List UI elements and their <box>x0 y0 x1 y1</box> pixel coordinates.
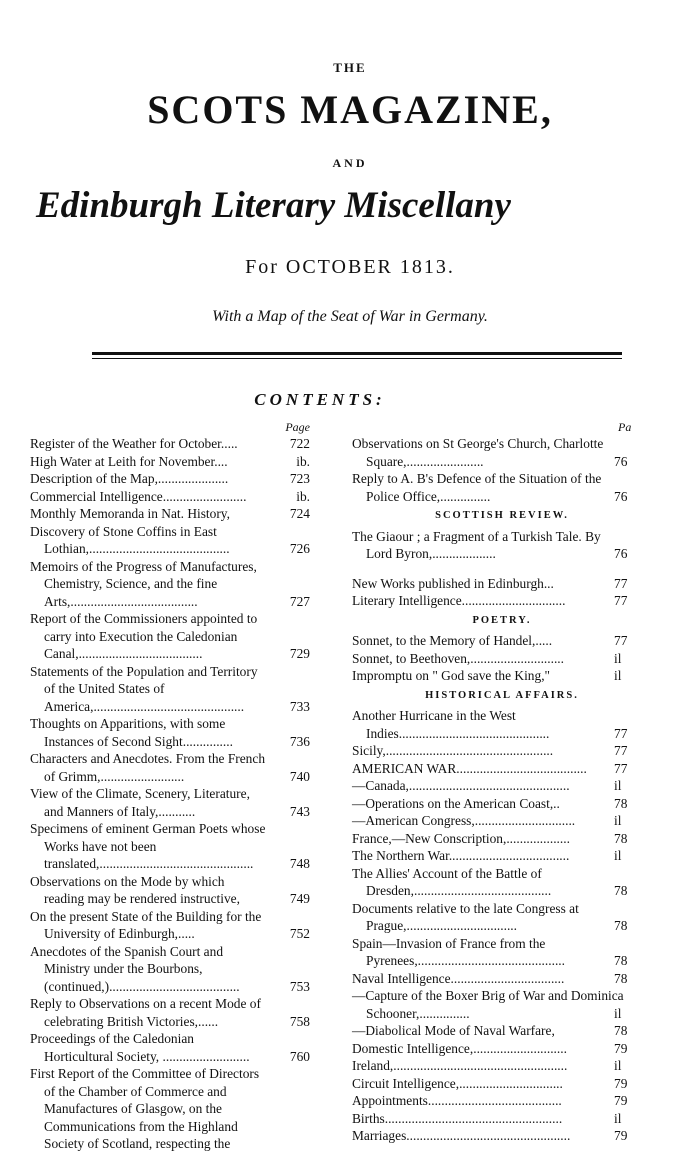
entry-title: High Water at Leith for November.... <box>30 453 228 469</box>
contents-entry <box>30 1065 310 1153</box>
entry-title: Register of the Weather for October..... <box>30 436 238 451</box>
contents-entry <box>352 795 652 813</box>
entry-title: Reply to Observations on a recent Mode of celebrating British Victories,...... <box>30 996 261 1029</box>
entry-title: Observations on St George's Church, Charlotte Square,....................... <box>352 436 604 469</box>
entry-page-number: 749 <box>289 891 310 906</box>
entry-page-number: 740 <box>289 768 310 784</box>
entry-title: Circuit Intelligence,............................... <box>352 1075 563 1091</box>
entry-title: Discovery of Stone Coffins in East Lothian,.......................................... <box>30 523 230 556</box>
contents-entry <box>352 900 652 935</box>
contents-entry <box>30 715 310 750</box>
entry-page-number: 77 <box>614 760 628 776</box>
contents-entry <box>352 847 652 865</box>
entry-page-number: 760 <box>289 1048 310 1064</box>
entry-page-number: 76 <box>614 453 628 469</box>
entry-page-number: 758 <box>289 1013 310 1029</box>
contents-entry <box>352 592 652 610</box>
contents-entry <box>30 523 310 558</box>
contents-entry <box>30 558 310 611</box>
entry-title: Thoughts on Apparitions, with some Instances of Second Sight............... <box>30 716 233 749</box>
entry-title: Anecdotes of the Spanish Court and Ministry under the Bourbons, (continued,)....................................... <box>30 943 240 994</box>
entry-title: Report of the Commissioners appointed to carry into Execution the Caledonian Canal,..................................... <box>30 611 258 661</box>
entry-page-number: il <box>614 813 622 828</box>
entry-page-number: 722 <box>289 436 310 451</box>
page-label-left: Page <box>285 420 310 434</box>
entry-page-number: 77 <box>614 593 628 608</box>
entry-page-number: il <box>614 650 622 666</box>
contents-entry <box>352 987 652 1022</box>
contents-entry <box>352 1127 652 1145</box>
entry-page-number: 79 <box>614 1093 628 1108</box>
contents-entry <box>352 1092 652 1110</box>
entry-title: Specimens of eminent German Poets whose Works have not been translated,.............................................. <box>30 821 266 871</box>
entry-title: The Northern War.................................... <box>352 848 570 863</box>
entry-page-number: 77 <box>614 743 628 758</box>
miscellany-title: Edinburgh Literary Miscellany <box>36 185 511 226</box>
contents-entry <box>30 943 310 996</box>
contents-entry <box>30 453 310 471</box>
entry-title: Characters and Anecdotes. From the French of Grimm,......................... <box>30 751 266 784</box>
contents-entry <box>30 873 310 908</box>
entry-page-number: il <box>614 848 622 863</box>
contents-heading: CONTENTS: <box>254 390 386 409</box>
entry-title: Reply to A. B's Defence of the Situation of the Police Office,............... <box>352 471 602 504</box>
contents-entry <box>352 1057 652 1075</box>
contents-entry <box>30 785 310 820</box>
entry-page-number: 78 <box>614 918 628 933</box>
entry-page-number: 752 <box>289 926 310 941</box>
entry-title: Commercial Intelligence......................... <box>30 488 247 504</box>
entry-title: —American Congress,.............................. <box>352 813 576 828</box>
entry-title: Sonnet, to the Memory of Handel,..... <box>352 633 553 648</box>
contents-entry <box>30 435 310 453</box>
contents-entry <box>30 908 310 943</box>
double-rule-thick <box>92 352 622 355</box>
entry-page-number: 77 <box>614 575 628 591</box>
map-note: With a Map of the Seat of War in Germany. <box>212 308 488 325</box>
contents-entry <box>30 1030 310 1065</box>
entry-page-number: 727 <box>289 593 310 609</box>
contents-left-column <box>30 435 310 1153</box>
entry-title: Impromptu on " God save the King," <box>352 668 551 683</box>
contents-entry <box>352 1110 652 1128</box>
contents-entry <box>352 528 652 563</box>
page-label-right: Pa <box>618 420 632 434</box>
entry-title: AMERICAN WAR....................................... <box>352 760 587 776</box>
entry-title: —Canada,................................................ <box>352 778 570 793</box>
entry-title: Monthly Memoranda in Nat. History, <box>30 506 230 521</box>
contents-entry <box>30 750 310 785</box>
entry-page-number: il <box>614 1058 622 1073</box>
entry-title: Naval Intelligence.................................. <box>352 970 565 986</box>
entry-page-number: 733 <box>289 698 310 714</box>
entry-page-number: 79 <box>614 1040 628 1056</box>
entry-page-number: 78 <box>614 1023 628 1038</box>
entry-title: The Giaour ; a Fragment of a Turkish Tale. By Lord Byron,................... <box>352 528 601 561</box>
entry-title: The Allies' Account of the Battle of Dresden,......................................... <box>352 865 552 898</box>
entry-title: Observations on the Mode by which reading may be rendered instructive, <box>30 873 240 906</box>
entry-page-number: 77 <box>614 725 628 741</box>
entry-title: Domestic Intelligence,............................ <box>352 1040 567 1056</box>
contents-entry <box>352 865 652 900</box>
entry-page-number: il <box>614 668 622 683</box>
contents-entry <box>30 663 310 716</box>
contents-entry <box>352 650 652 668</box>
contents-entry <box>30 820 310 873</box>
magazine-title: SCOTS MAGAZINE, <box>147 87 553 132</box>
entry-page-number: 78 <box>614 970 628 986</box>
contents-entry <box>352 935 652 970</box>
contents-entry <box>352 1040 652 1058</box>
entry-page-number: 76 <box>614 488 628 504</box>
entry-title: Description of the Map,..................... <box>30 471 229 486</box>
entry-title: First Report of the Committee of Directors of the Chamber of Commerce and Manufactures of Glasgow, on the Communications from the Highland Society of Scotland, respecting the <box>30 1066 260 1151</box>
contents-entry <box>352 575 652 593</box>
entry-page-number: 79 <box>614 1075 628 1091</box>
entry-title: Literary Intelligence............................... <box>352 593 566 608</box>
entry-title: —Diabolical Mode of Naval Warfare, <box>352 1023 555 1038</box>
entry-page-number: 79 <box>614 1128 628 1143</box>
entry-page-number: ib. <box>296 488 310 504</box>
entry-page-number: 726 <box>289 541 310 556</box>
entry-page-number: 724 <box>289 506 310 521</box>
contents-entry <box>352 435 652 470</box>
entry-page-number: 748 <box>289 856 310 871</box>
section-heading: SCOTTISH REVIEW. <box>435 510 569 521</box>
entry-page-number: 78 <box>614 883 628 898</box>
entry-title: Ireland,.................................................... <box>352 1058 568 1073</box>
contents-right-column <box>352 435 652 1145</box>
contents-entry <box>352 667 652 685</box>
header-the: THE <box>333 60 367 75</box>
entry-title: Documents relative to the late Congress at Prague,................................. <box>352 900 579 933</box>
contents-entry <box>30 505 310 523</box>
entry-title: —Capture of the Boxer Brig of War and Dominica Schooner,............... <box>352 988 624 1021</box>
entry-page-number: il <box>614 1005 622 1021</box>
entry-page-number: il <box>614 1110 622 1126</box>
double-rule-thin <box>92 358 622 359</box>
entry-title: Memoirs of the Progress of Manufactures, Chemistry, Science, and the fine Arts,...................................... <box>30 558 257 609</box>
contents-entry <box>352 812 652 830</box>
contents-entry <box>30 995 310 1030</box>
entry-page-number: 723 <box>289 471 310 486</box>
contents-entry <box>352 830 652 848</box>
entry-page-number: 77 <box>614 633 628 648</box>
contents-entry <box>352 742 652 760</box>
entry-title: View of the Climate, Scenery, Literature, and Manners of Italy,........... <box>30 786 250 819</box>
contents-entry <box>352 632 652 650</box>
spacer <box>352 563 652 575</box>
entry-title: Appointments........................................ <box>352 1093 562 1108</box>
entry-page-number: 729 <box>289 646 310 661</box>
entry-page-number: 736 <box>289 733 310 749</box>
contents-entry <box>352 970 652 988</box>
entry-page-number: ib. <box>296 453 310 469</box>
header-and: AND <box>332 156 368 170</box>
entry-title: Spain—Invasion of France from the Pyrenees,............................................ <box>352 935 565 968</box>
contents-entry <box>30 610 310 663</box>
entry-title: New Works published in Edinburgh... <box>352 575 554 591</box>
contents-entry <box>352 1022 652 1040</box>
entry-page-number: 753 <box>289 978 310 994</box>
entry-page-number: 76 <box>614 546 628 561</box>
entry-title: On the present State of the Building for the University of Edinburgh,..... <box>30 908 262 941</box>
entry-page-number: 78 <box>614 830 628 846</box>
entry-title: Proceedings of the Caledonian Horticultural Society, .......................... <box>30 1031 250 1064</box>
entry-title: Marriages................................................. <box>352 1128 571 1143</box>
contents-entry <box>352 707 652 742</box>
contents-entry <box>352 1075 652 1093</box>
contents-entry <box>352 777 652 795</box>
entry-page-number: il <box>614 778 622 793</box>
entry-title: Births..................................................... <box>352 1110 563 1126</box>
section-heading: POETRY. <box>472 614 532 626</box>
section-heading: HISTORICAL AFFAIRS. <box>425 689 579 701</box>
contents-entry <box>352 760 652 778</box>
contents-entry <box>352 470 652 505</box>
contents-entry <box>30 470 310 488</box>
entry-title: France,—New Conscription,................... <box>352 830 570 846</box>
entry-title: —Operations on the American Coast,.. <box>352 795 560 811</box>
entry-title: Sicily,.................................................. <box>352 743 554 758</box>
entry-title: Another Hurricane in the West Indies............................................. <box>352 708 550 741</box>
entry-page-number: 78 <box>614 953 628 968</box>
entry-title: Statements of the Population and Territory of the United States of America,............................................. <box>30 663 258 714</box>
contents-entry <box>30 488 310 506</box>
entry-page-number: 78 <box>614 795 628 811</box>
entry-page-number: 743 <box>289 803 310 819</box>
entry-title: Sonnet, to Beethoven,............................ <box>352 650 565 666</box>
issue-date: For OCTOBER 1813. <box>245 256 455 278</box>
